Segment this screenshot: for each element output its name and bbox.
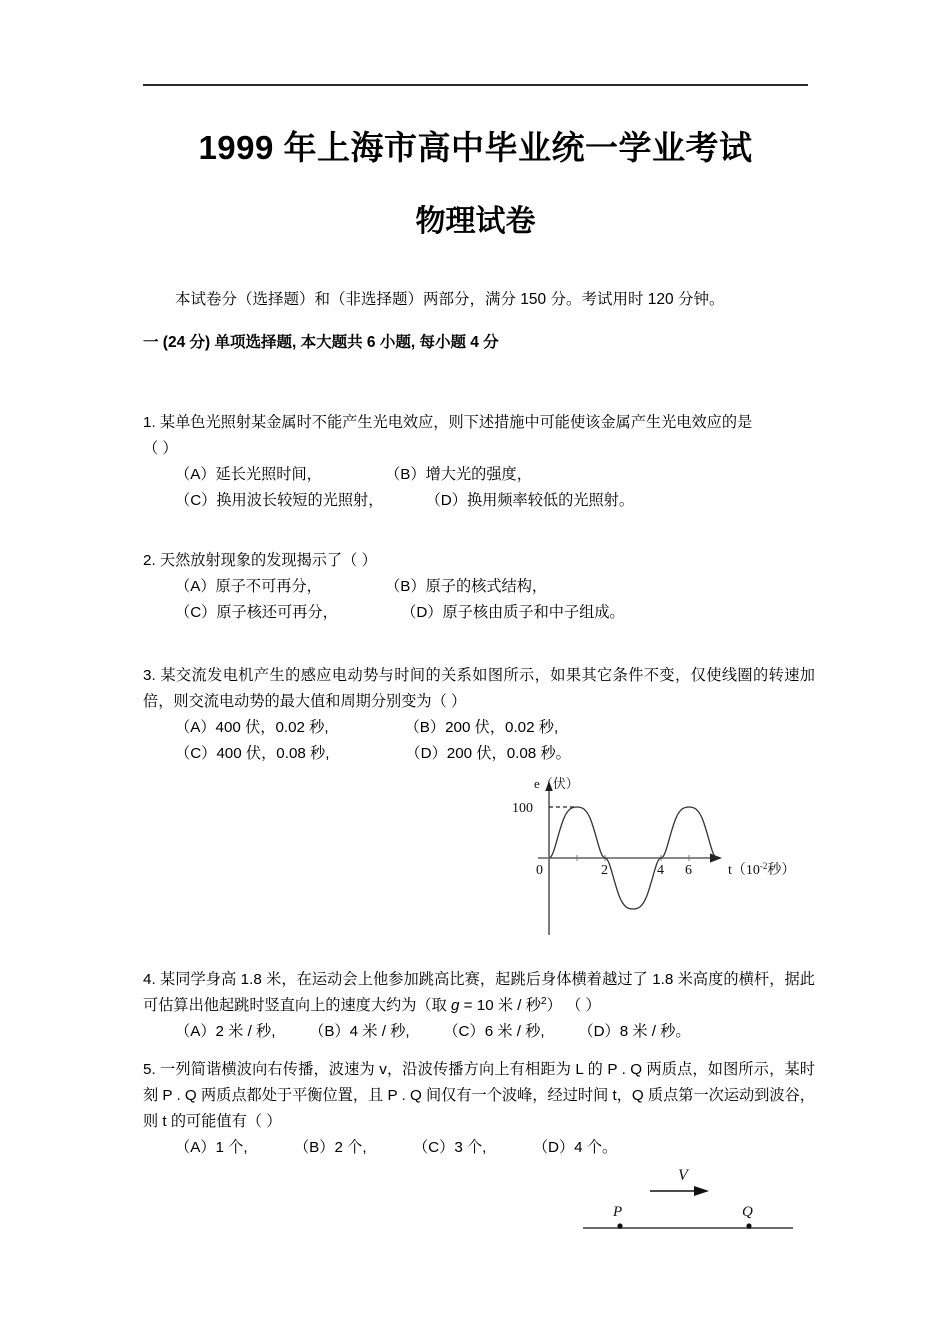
- question-2: [143, 548, 815, 626]
- question-4-exponent: 2: [540, 996, 547, 1008]
- question-5-stem: [143, 1057, 815, 1135]
- question-4-symbol-g: g: [450, 997, 460, 1015]
- question-3-stem: [143, 663, 815, 715]
- question-4-text-part3: ） （ ）: [546, 997, 601, 1015]
- x-axis-label-tail: 秒）: [767, 863, 796, 878]
- top-horizontal-rule: [143, 84, 808, 86]
- question-3-options-line-2[interactable]: （C）400 伏，0.08 秒, （D）200 伏，0.08 秒。: [175, 745, 571, 763]
- figure-emf-vs-time-graph: [498, 775, 818, 945]
- x-tick-label-2: 2: [601, 863, 608, 878]
- question-4-number: 4.: [143, 971, 156, 988]
- section-heading-one: 一 (24 分) 单项选择题, 本大题共 6 小题, 每小题 4 分: [143, 334, 499, 351]
- question-1-stem: [143, 410, 815, 436]
- question-5: [143, 1057, 815, 1162]
- point-q-label: Q: [742, 1204, 753, 1220]
- question-1-options-line-1[interactable]: （A）延长光照时间， （B）增大光的强度，: [175, 466, 532, 484]
- question-5-number: 5.: [143, 1061, 156, 1078]
- question-1: [143, 410, 815, 515]
- question-1-options-line-2[interactable]: （C）换用波长较短的光照射， （D）换用频率较低的光照射。: [175, 492, 635, 510]
- question-1-text: 某单色光照射某金属时不能产生光电效应，则下述措施中可能使该金属产生光电效应的是: [159, 414, 753, 431]
- question-5-options-line-1[interactable]: （A）1 个, （B）2 个, （C）3 个, （D）4 个。: [175, 1139, 618, 1157]
- question-1-number: 1.: [143, 414, 156, 431]
- x-tick-label-6: 6: [685, 863, 692, 878]
- question-4-stem: [143, 967, 815, 1019]
- question-2-text: 天然放射现象的发现揭示了（ ）: [159, 552, 377, 569]
- point-p-dot: [617, 1223, 622, 1228]
- x-axis-label-exponent: -2: [759, 861, 768, 871]
- y-tick-label-100: 100: [512, 801, 533, 816]
- question-3: [143, 663, 815, 768]
- x-tick-label-4: 4: [657, 863, 664, 878]
- page-title: 1999 年上海市高中毕业统一学业考试: [198, 129, 753, 166]
- pq-diagram-svg: [575, 1158, 825, 1253]
- question-2-number: 2.: [143, 552, 156, 569]
- x-axis-label: t（10: [728, 863, 760, 878]
- question-4-text-part1: 某同学身高 1.8 米，在运动会上他参加跳高比赛，起跳后身体横着越过了 1.8 米高度的横杆，据此可估算出他起跳时竖直向上的速度大约为（取: [143, 971, 815, 1015]
- velocity-arrow-head: [694, 1186, 709, 1196]
- question-3-options-line-1[interactable]: （A）400 伏，0.02 秒, （B）200 伏，0.02 秒,: [175, 719, 559, 737]
- question-2-options-line-2[interactable]: （C）原子核还可再分， （D）原子核由质子和中子组成。: [175, 604, 625, 622]
- question-3-number: 3.: [143, 667, 156, 684]
- question-3-text: 某交流发电机产生的感应电动势与时间的关系如图所示，如果其它条件不变，仅使线圈的转速加倍，则交流电动势的最大值和周期分别变为（ ）: [143, 667, 815, 711]
- x-axis-label-group: [728, 861, 795, 878]
- exam-instructions: 本试卷分（选择题）和（非选择题）两部分，满分 150 分。考试用时 120 分钟。: [175, 291, 725, 308]
- question-4-text-part2: = 10 米 / 秒: [459, 997, 541, 1015]
- point-p-label: P: [613, 1204, 623, 1220]
- question-2-options-line-1[interactable]: （A）原子不可再分， （B）原子的核式结构，: [175, 578, 548, 596]
- origin-label: 0: [536, 863, 543, 878]
- question-4-options-line-1[interactable]: （A）2 米 / 秒, （B）4 米 / 秒, （C）6 米 / 秒, （D）8 米 / 秒。: [175, 1023, 691, 1041]
- question-5-text: 一列简谐横波向右传播，波速为 v，沿波传播方向上有相距为 L 的 P . Q 两质点，如图所示，某时刻 P . Q 两质点都处于平衡位置，且 P . Q 间仅有一个波峰，经过时间 t，Q 质点第一次运动到波谷，则 t 的可能值有（ ）: [143, 1061, 815, 1131]
- question-2-stem: [143, 548, 815, 574]
- point-q-dot: [746, 1223, 751, 1228]
- page-subtitle: 物理试卷: [415, 205, 536, 238]
- y-axis-label: e（伏）: [534, 776, 579, 791]
- emf-waveform-svg: [498, 775, 818, 945]
- question-4: [143, 967, 815, 1045]
- velocity-label: V: [678, 1167, 688, 1184]
- question-1-answer-bracket[interactable]: （ ）: [143, 440, 178, 458]
- figure-pq-wave-diagram: [575, 1158, 825, 1253]
